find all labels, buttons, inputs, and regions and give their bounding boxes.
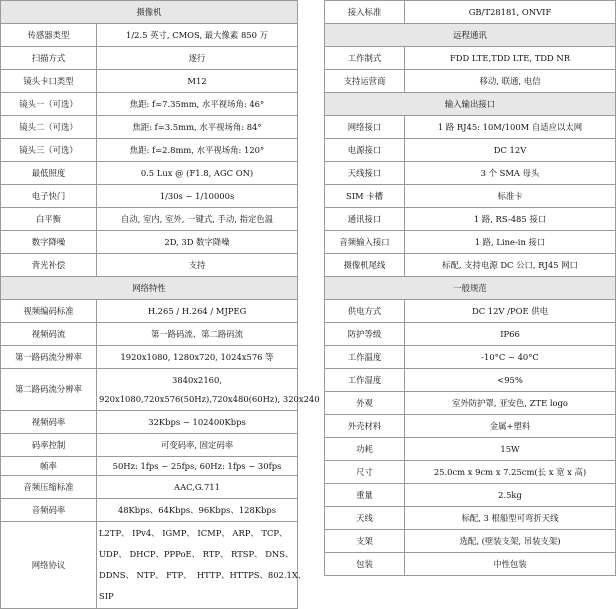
spec-label: 镜头卡口类型 (1, 70, 97, 93)
spec-row (1, 231, 298, 254)
spec-row (1, 24, 298, 47)
spec-label: 第一路码流分辨率 (1, 346, 97, 369)
spec-value: DC 12V (405, 139, 616, 162)
spec-label: 码率控制 (1, 434, 97, 457)
spec-label: 网络协议 (1, 522, 97, 609)
spec-row (1, 47, 298, 70)
spec-row (325, 323, 616, 346)
spec-row (325, 116, 616, 139)
spec-value: 标准卡 (405, 185, 616, 208)
section-title: 摄像机 (1, 1, 298, 24)
spec-value: 1 路, RS-485 接口 (405, 208, 616, 231)
spec-row (325, 185, 616, 208)
spec-row (325, 47, 616, 70)
spec-value: 标配, 支持电源 DC 公口, RJ45 网口 (405, 254, 616, 277)
spec-label: 视频码流 (1, 323, 97, 346)
spec-label: 最低照度 (1, 162, 97, 185)
spec-row (1, 457, 298, 476)
section-header-row (325, 24, 616, 47)
spec-value: 可变码率, 固定码率 (97, 434, 298, 457)
spec-row (1, 185, 298, 208)
spec-label: 音频输入接口 (325, 231, 405, 254)
spec-label: 扫描方式 (1, 47, 97, 70)
spec-row (1, 70, 298, 93)
section-title: 远程通讯 (325, 24, 616, 47)
spec-value: AAC,G.711 (97, 476, 298, 499)
spec-label: 工作制式 (325, 47, 405, 70)
spec-value: 第一路码流、第二路码流 (97, 323, 298, 346)
spec-label: 重量 (325, 484, 405, 507)
spec-value: 25.0cm x 9cm x 7.25cm(长 x 宽 x 高) (405, 461, 616, 484)
spec-label: 帧率 (1, 457, 97, 476)
spec-value: 2.5kg (405, 484, 616, 507)
spec-value: 1920x1080, 1280x720, 1024x576 等 (97, 346, 298, 369)
spec-value: <95% (405, 369, 616, 392)
spec-value: 15W (405, 438, 616, 461)
spec-row (325, 300, 616, 323)
spec-row (325, 507, 616, 530)
spec-value: 标配, 3 根船型可弯折天线 (405, 507, 616, 530)
spec-label: 防护等级 (325, 323, 405, 346)
spec-label: 电源接口 (325, 139, 405, 162)
spec-row (325, 346, 616, 369)
spec-label: 音频压缩标准 (1, 476, 97, 499)
spec-label: 背光补偿 (1, 254, 97, 277)
spec-row (325, 438, 616, 461)
spec-label: 功耗 (325, 438, 405, 461)
spec-label: 支架 (325, 530, 405, 553)
spec-value: 室外防护罩, 亚安色, ZTE logo (405, 392, 616, 415)
spec-row (325, 231, 616, 254)
spec-label: 网络接口 (325, 116, 405, 139)
spec-label: 工作湿度 (325, 369, 405, 392)
spec-row (325, 254, 616, 277)
spec-label: 传感器类型 (1, 24, 97, 47)
spec-label: 白平衡 (1, 208, 97, 231)
spec-value: 3 个 SMA 母头 (405, 162, 616, 185)
spec-value: 选配, (壁装支架, 吊装支架) (405, 530, 616, 553)
spec-row (1, 346, 298, 369)
spec-label: 摄像机尾线 (325, 254, 405, 277)
spec-value: H.265 / H.264 / MJPEG (97, 300, 298, 323)
spec-row (325, 369, 616, 392)
spec-label: 电子快门 (1, 185, 97, 208)
spec-value: 48Kbps、64Kbps、96Kbps、128Kbps (97, 499, 298, 522)
spec-value: 0.5 Lux @ (F1.8, AGC ON) (97, 162, 298, 185)
spec-value: FDD LTE,TDD LTE, TDD NR (405, 47, 616, 70)
section-header-row (1, 277, 298, 300)
spec-label: 天线 (325, 507, 405, 530)
spec-row (1, 139, 298, 162)
spec-row (1, 499, 298, 522)
spec-label: 外壳材料 (325, 415, 405, 438)
spec-row (325, 208, 616, 231)
spec-label: SIM 卡槽 (325, 185, 405, 208)
spec-label: 镜头二（可选） (1, 116, 97, 139)
spec-label: 包装 (325, 553, 405, 576)
spec-row (325, 392, 616, 415)
spec-row (1, 254, 298, 277)
spec-value: 金属+塑料 (405, 415, 616, 438)
spec-row (1, 300, 298, 323)
spec-label: 工作温度 (325, 346, 405, 369)
spec-value: L2TP、 IPv4、 IGMP、 ICMP、 ARP、 TCP、 UDP、 DHCP、PPPoE、 RTP、 RTSP、 DNS、 DDNS、 NTP、 FTP、 HTTP、HTTPS、802.1X、 SIP (97, 522, 298, 609)
spec-value: -10°C ~ 40°C (405, 346, 616, 369)
spec-value: 焦距: f=3.5mm, 水平视场角: 84° (97, 116, 298, 139)
spec-value: M12 (97, 70, 298, 93)
section-header-row (1, 1, 298, 24)
spec-row (325, 553, 616, 576)
spec-row (325, 1, 616, 24)
spec-label: 视频编码标准 (1, 300, 97, 323)
spec-row (1, 476, 298, 499)
spec-value: 1 路 RJ45: 10M/100M 自适应以太网 (405, 116, 616, 139)
spec-row (1, 434, 298, 457)
spec-row (1, 369, 298, 411)
spec-label: 通讯接口 (325, 208, 405, 231)
spec-label: 数字降噪 (1, 231, 97, 254)
spec-row (1, 116, 298, 139)
spec-label: 镜头三（可选） (1, 139, 97, 162)
section-title: 一般规范 (325, 277, 616, 300)
spec-label: 接入标准 (325, 1, 405, 24)
spec-label: 外观 (325, 392, 405, 415)
spec-label: 音频码率 (1, 499, 97, 522)
spec-label: 天线接口 (325, 162, 405, 185)
spec-value: GB/T28181, ONVIF (405, 1, 616, 24)
spec-value: 自动, 室内, 室外, 一键式, 手动, 指定色温 (97, 208, 298, 231)
spec-label: 第二路码流分辨率 (1, 369, 97, 411)
camera-spec-table-right (324, 0, 616, 576)
spec-value: 2D, 3D 数字降噪 (97, 231, 298, 254)
spec-value: 支持 (97, 254, 298, 277)
spec-value: 32Kbps ~ 102400Kbps (97, 411, 298, 434)
spec-label: 镜头一（可选） (1, 93, 97, 116)
section-header-row (325, 277, 616, 300)
spec-row (325, 530, 616, 553)
spec-value: 中性包装 (405, 553, 616, 576)
spec-value: IP66 (405, 323, 616, 346)
section-header-row (325, 93, 616, 116)
section-title: 输入输出接口 (325, 93, 616, 116)
spec-row (325, 461, 616, 484)
spec-value: 1/2.5 英寸, CMOS, 最大像素 850 万 (97, 24, 298, 47)
spec-value: 1 路, Line-in 接口 (405, 231, 616, 254)
spec-row (1, 522, 298, 609)
spec-value: 1/30s ~ 1/10000s (97, 185, 298, 208)
spec-row (1, 323, 298, 346)
spec-row (325, 162, 616, 185)
spec-value: 焦距: f=7.35mm, 水平视场角: 46° (97, 93, 298, 116)
section-title: 网络特性 (1, 277, 298, 300)
spec-value: DC 12V /POE 供电 (405, 300, 616, 323)
spec-label: 供电方式 (325, 300, 405, 323)
spec-row (1, 411, 298, 434)
spec-label: 尺寸 (325, 461, 405, 484)
spec-value: 3840x2160, 920x1080,720x576(50Hz),720x480(60Hz), 320x240 (97, 369, 298, 411)
spec-row (325, 415, 616, 438)
spec-row (1, 208, 298, 231)
spec-label: 支持运营商 (325, 70, 405, 93)
spec-row (325, 484, 616, 507)
spec-row (325, 70, 616, 93)
spec-row (1, 93, 298, 116)
spec-value: 移动, 联通, 电信 (405, 70, 616, 93)
spec-row (325, 139, 616, 162)
spec-value: 逐行 (97, 47, 298, 70)
spec-value: 50Hz: 1fps ~ 25fps, 60Hz: 1fps ~ 30fps (97, 457, 298, 476)
spec-row (1, 162, 298, 185)
spec-label: 视频码率 (1, 411, 97, 434)
spec-value: 焦距: f=2.8mm, 水平视场角: 120° (97, 139, 298, 162)
